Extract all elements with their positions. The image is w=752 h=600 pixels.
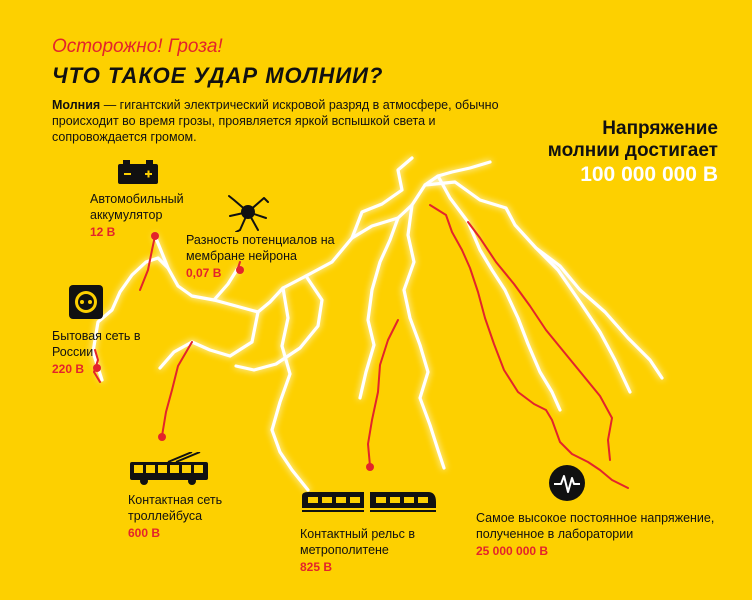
item-socket-value: 220 В: [52, 362, 85, 376]
lab-voltage-icon: [548, 464, 586, 502]
item-neuron-label: Разность потенциалов на мембране нейрона: [186, 233, 335, 263]
dot-trolleybus: [158, 433, 166, 441]
power-socket-icon: [68, 284, 104, 320]
intro-text: — гигантский электрический искровой разряд в атмосфере, обычно происходит во время грозы, проявляется яркой вспышкой света и сопровождается громом.: [52, 98, 499, 144]
item-metro-label: Контактный рельс в метрополитене: [300, 527, 416, 557]
headline-line2: молнии достигает: [547, 140, 718, 161]
bolt-branch-mid: [404, 205, 444, 468]
bolt-branch-right: [438, 176, 560, 410]
item-neuron-value: 0,07 В: [186, 266, 222, 280]
item-trolleybus-label: Контактная сеть троллейбуса: [128, 493, 223, 523]
item-battery-label: Автомобильный аккумулятор: [90, 192, 184, 222]
headline-callout: [458, 118, 718, 186]
item-lab-label: Самое высокое постоянное напряжение, полученное в лаборатории: [476, 511, 715, 541]
item-metro: [300, 526, 450, 574]
bolt-branch-top: [352, 158, 412, 238]
dot-metro: [366, 463, 374, 471]
item-neuron: [186, 232, 346, 280]
path-lab-branch: [468, 222, 612, 460]
bolt-branch-left: [160, 312, 258, 368]
trolleybus-icon: [128, 452, 212, 486]
bolt-branch-lower: [272, 288, 308, 490]
item-trolleybus: [128, 492, 278, 540]
car-battery-icon: [116, 158, 160, 186]
item-socket-label: Бытовая сеть в России: [52, 329, 141, 359]
intro-term: Молния: [52, 98, 101, 112]
intro-paragraph: [52, 97, 522, 145]
metro-train-icon: [300, 490, 438, 516]
item-trolleybus-value: 600 В: [128, 526, 161, 540]
headline-value: 100 000 000 В: [580, 163, 718, 186]
item-metro-value: 825 В: [300, 560, 333, 574]
item-lab: [476, 510, 746, 558]
item-battery-value: 12 В: [90, 225, 116, 239]
path-trolleybus: [162, 342, 192, 436]
headline-line1: Напряжение: [602, 118, 718, 139]
item-socket: [52, 328, 162, 376]
bolt-branch-far-right: [536, 248, 630, 392]
voltage-paths: [94, 205, 628, 488]
kicker-text: Осторожно! Гроза!: [52, 36, 223, 57]
item-lab-value: 25 000 000 В: [476, 544, 549, 558]
page-title: ЧТО ТАКОЕ УДАР МОЛНИИ?: [52, 63, 384, 88]
neuron-icon: [226, 192, 270, 232]
